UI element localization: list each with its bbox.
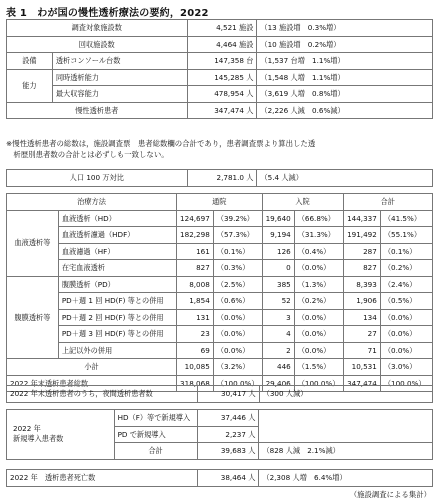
- inpatient-count: 2: [262, 342, 294, 359]
- table-row: [7, 243, 433, 260]
- row-label: 腹膜透析（PD）: [58, 276, 176, 293]
- total-pct: （2.4%）: [380, 276, 432, 293]
- total-pct: （100.0%）: [380, 375, 432, 392]
- group-label-setsubi: 設備: [7, 53, 53, 70]
- row-value: 37,446 人: [197, 410, 259, 427]
- row-label: 血液透析（HD）: [58, 210, 176, 227]
- row-label: 小計: [7, 359, 177, 376]
- table-row: [7, 102, 433, 119]
- total-count: 27: [343, 326, 380, 343]
- total-pct: （41.5%）: [380, 210, 432, 227]
- table-row: [7, 470, 433, 487]
- outpatient-count: 124,697: [177, 210, 214, 227]
- row-label: 2022 年末透析患者総数: [7, 375, 177, 392]
- header-outpatient: 通院: [177, 194, 263, 211]
- row-value: 39,683 人: [197, 443, 259, 460]
- footnote-line-1: ※慢性透析患者の総数は，施設調査票 患者総数欄の合計であり，患者調査票より算出した透: [6, 139, 316, 148]
- table-row: [7, 410, 433, 427]
- row-label: 人口 100 万対比: [7, 170, 188, 187]
- outpatient-count: 1,854: [177, 293, 214, 310]
- table-row: [7, 86, 433, 103]
- facility-table: [6, 19, 433, 119]
- new-patients-table: [6, 409, 433, 460]
- row-value: 4,521 施設: [187, 20, 257, 37]
- table-row: [7, 342, 433, 359]
- row-change: （1,537 台増 1.1%増）: [257, 53, 433, 70]
- inpatient-pct: （0.0%）: [294, 342, 343, 359]
- table-row: [7, 210, 433, 227]
- row-label: 在宅血液透析: [58, 260, 176, 277]
- inpatient-count: 3: [262, 309, 294, 326]
- outpatient-pct: （0.0%）: [213, 342, 262, 359]
- total-count: 71: [343, 342, 380, 359]
- row-value: 2,781.0 人: [187, 170, 257, 187]
- outpatient-pct: （0.1%）: [213, 243, 262, 260]
- total-pct: （0.2%）: [380, 260, 432, 277]
- inpatient-count: 0: [262, 260, 294, 277]
- inpatient-pct: （66.8%）: [294, 210, 343, 227]
- footnote: [6, 138, 315, 160]
- row-change: （300 人減）: [259, 386, 432, 403]
- outpatient-pct: （39.2%）: [213, 210, 262, 227]
- outpatient-count: 131: [177, 309, 214, 326]
- table-row: [7, 227, 433, 244]
- row-change: （5.4 人減）: [257, 170, 433, 187]
- row-change: （10 施設増 0.2%増）: [257, 36, 433, 53]
- row-change: （2,308 人増 6.4%増）: [259, 470, 433, 487]
- group-label: 腹膜透析等: [7, 276, 59, 359]
- row-label: 2022 年末透析患者のうち，夜間透析患者数: [7, 386, 198, 403]
- outpatient-pct: （0.6%）: [213, 293, 262, 310]
- table-row: [7, 293, 433, 310]
- new-patients-group-text: 2022 年 新規導入患者数: [13, 424, 64, 444]
- table-row: [7, 170, 433, 187]
- row-label: 最大収容能力: [52, 86, 187, 103]
- pd-group: [7, 276, 433, 375]
- row-label: PD＋週 2 回 HD(F) 等との併用: [58, 309, 176, 326]
- row-label: 血液透析濾過（HDF）: [58, 227, 176, 244]
- outpatient-pct: （2.5%）: [213, 276, 262, 293]
- outpatient-count: 182,298: [177, 227, 214, 244]
- total-pct: （0.1%）: [380, 243, 432, 260]
- inpatient-count: 446: [262, 359, 294, 376]
- row-change: （3,619 人増 0.8%増）: [257, 86, 433, 103]
- treatment-table: [6, 193, 433, 392]
- inpatient-pct: （31.3%）: [294, 227, 343, 244]
- table-row: [7, 260, 433, 277]
- group-label: 血液透析等: [7, 210, 59, 276]
- total-pct: （0.5%）: [380, 293, 432, 310]
- row-label: 合計: [114, 443, 197, 460]
- outpatient-pct: （0.0%）: [213, 309, 262, 326]
- total-count: 10,531: [343, 359, 380, 376]
- deaths-table: [6, 469, 433, 487]
- inpatient-count: 9,194: [262, 227, 294, 244]
- row-label: 同時透析能力: [52, 69, 187, 86]
- row-value: 478,954 人: [187, 86, 257, 103]
- total-pct: （3.0%）: [380, 359, 432, 376]
- table-row: [7, 36, 433, 53]
- footnote-line-2: 析歴別患者数の合計とは必ずしも一致しない。: [6, 150, 169, 159]
- outpatient-count: 23: [177, 326, 214, 343]
- empty-cell: [259, 410, 433, 427]
- outpatient-count: 8,008: [177, 276, 214, 293]
- row-label: PD＋週 1 回 HD(F) 等との併用: [58, 293, 176, 310]
- row-value: 38,464 人: [197, 470, 259, 487]
- subtotal-row: [7, 359, 433, 376]
- outpatient-pct: （100.0%）: [213, 375, 262, 392]
- total-count: 827: [343, 260, 380, 277]
- outpatient-count: 827: [177, 260, 214, 277]
- inpatient-count: 52: [262, 293, 294, 310]
- table-title: 表 1 わが国の慢性透析療法の要約，2022: [6, 8, 209, 19]
- row-label: 2022 年 透析患者死亡数: [7, 470, 198, 487]
- outpatient-count: 69: [177, 342, 214, 359]
- total-count: 347,474: [343, 375, 380, 392]
- row-label: PD＋週 3 回 HD(F) 等との併用: [58, 326, 176, 343]
- row-value: 347,474 人: [187, 102, 257, 119]
- total-count: 144,337: [343, 210, 380, 227]
- inpatient-pct: （1.5%）: [294, 359, 343, 376]
- total-count: 191,492: [343, 227, 380, 244]
- group-label-nouryoku: 能力: [7, 69, 53, 102]
- inpatient-pct: （100.0%）: [294, 375, 343, 392]
- header-row: [7, 194, 433, 211]
- row-value: 30,417 人: [197, 386, 259, 403]
- row-label: 透析コンソール台数: [52, 53, 187, 70]
- inpatient-pct: （0.0%）: [294, 309, 343, 326]
- table-row: [7, 309, 433, 326]
- inpatient-count: 29,406: [262, 375, 294, 392]
- row-label: 回収施設数: [7, 36, 188, 53]
- new-patients-group-label: [7, 410, 115, 460]
- inpatient-count: 4: [262, 326, 294, 343]
- row-label: 調査対象施設数: [7, 20, 188, 37]
- row-label: PD で新規導入: [114, 426, 197, 443]
- row-change: （828 人減 2.1%減）: [259, 443, 433, 460]
- outpatient-pct: （3.2%）: [213, 359, 262, 376]
- table-row: [7, 276, 433, 293]
- row-label: 上記以外の併用: [58, 342, 176, 359]
- total-pct: （0.0%）: [380, 309, 432, 326]
- header-total: 合計: [343, 194, 433, 211]
- inpatient-pct: （0.4%）: [294, 243, 343, 260]
- row-value: 147,358 台: [187, 53, 257, 70]
- hd-group: [7, 210, 433, 276]
- inpatient-count: 19,640: [262, 210, 294, 227]
- source-note: （施設調査による集計）: [349, 490, 431, 499]
- row-label: HD（F）等で新規導入: [114, 410, 197, 427]
- outpatient-count: 10,085: [177, 359, 214, 376]
- inpatient-count: 385: [262, 276, 294, 293]
- total-pct: （55.1%）: [380, 227, 432, 244]
- inpatient-count: 126: [262, 243, 294, 260]
- header-inpatient: 入院: [262, 194, 343, 211]
- total-pct: （0.0%）: [380, 326, 432, 343]
- inpatient-pct: （0.0%）: [294, 260, 343, 277]
- empty-cell: [259, 426, 433, 443]
- row-label: 血液濾過（HF）: [58, 243, 176, 260]
- total-count: 1,906: [343, 293, 380, 310]
- outpatient-pct: （0.0%）: [213, 326, 262, 343]
- total-count: 8,393: [343, 276, 380, 293]
- row-value: 2,237 人: [197, 426, 259, 443]
- outpatient-count: 318,068: [177, 375, 214, 392]
- inpatient-pct: （0.2%）: [294, 293, 343, 310]
- row-label: 慢性透析患者: [7, 102, 188, 119]
- row-change: （2,226 人減 0.6%減）: [257, 102, 433, 119]
- table-row: [7, 69, 433, 86]
- row-change: （13 施設増 0.3%増）: [257, 20, 433, 37]
- header-method: 治療方法: [7, 194, 177, 211]
- inpatient-pct: （0.0%）: [294, 326, 343, 343]
- inpatient-pct: （1.3%）: [294, 276, 343, 293]
- outpatient-pct: （57.3%）: [213, 227, 262, 244]
- total-count: 287: [343, 243, 380, 260]
- per-million-table: [6, 169, 433, 187]
- total-pct: （0.0%）: [380, 342, 432, 359]
- table-row: [7, 326, 433, 343]
- table-row: [7, 20, 433, 37]
- outpatient-count: 161: [177, 243, 214, 260]
- outpatient-pct: （0.3%）: [213, 260, 262, 277]
- table-row: [7, 386, 433, 403]
- night-dialysis-table: [6, 385, 433, 403]
- row-change: （1,548 人増 1.1%増）: [257, 69, 433, 86]
- row-value: 4,464 施設: [187, 36, 257, 53]
- total-count: 134: [343, 309, 380, 326]
- table-row: [7, 53, 433, 70]
- row-value: 145,285 人: [187, 69, 257, 86]
